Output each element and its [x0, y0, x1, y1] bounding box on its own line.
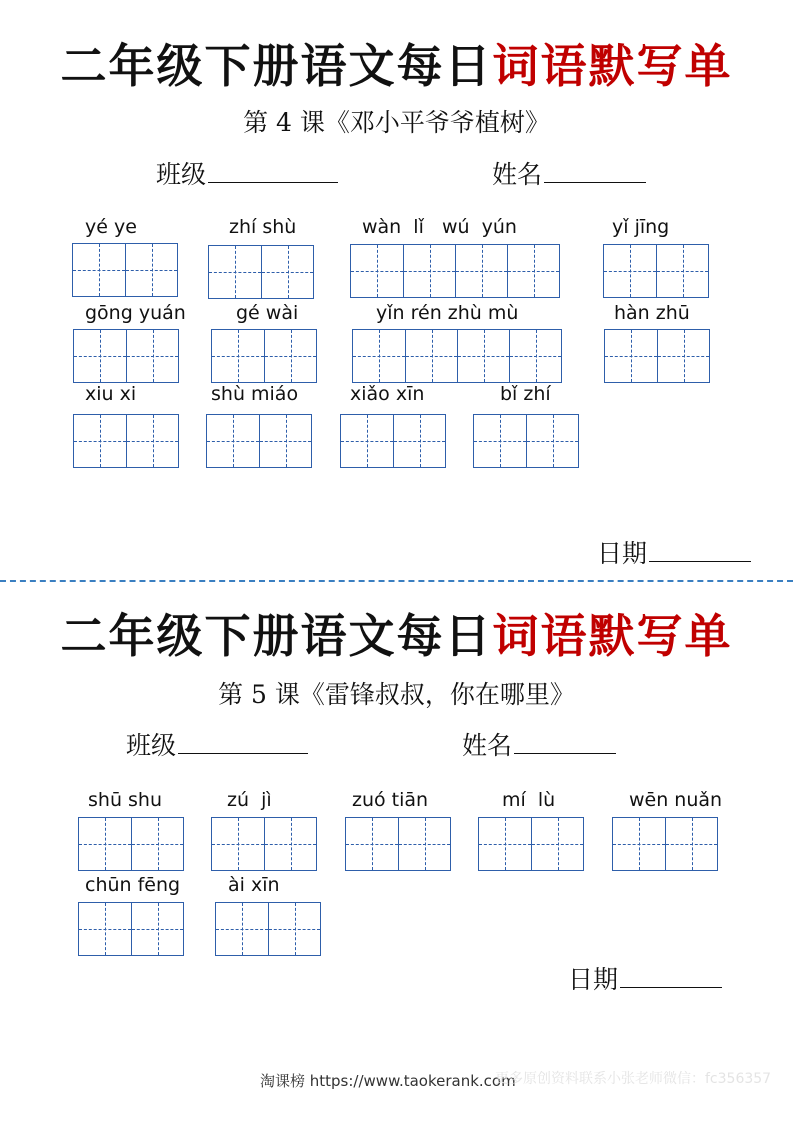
- tianzige-cell[interactable]: [405, 330, 457, 382]
- tianzige-cell[interactable]: [604, 245, 656, 297]
- word-pinyin: shù miáo: [211, 383, 299, 405]
- tianzige-cell[interactable]: [74, 415, 126, 467]
- tianzige-cell[interactable]: [212, 818, 264, 870]
- word-pinyin: hàn zhū: [614, 302, 690, 324]
- tianzige-cell[interactable]: [73, 244, 125, 296]
- worksheet2-name-field: [462, 726, 616, 762]
- writing-grid: [73, 329, 179, 383]
- writing-grid: [352, 329, 562, 383]
- tianzige-cell[interactable]: [216, 903, 268, 955]
- class-label: 班级: [126, 731, 177, 760]
- writing-grid: [215, 902, 321, 956]
- tianzige-cell[interactable]: [212, 330, 264, 382]
- word-pinyin: ài xīn: [228, 874, 280, 896]
- date-blank[interactable]: [620, 963, 722, 988]
- tianzige-cell[interactable]: [665, 818, 717, 870]
- tianzige-cell[interactable]: [531, 818, 583, 870]
- tianzige-cell[interactable]: [457, 330, 509, 382]
- tianzige-cell[interactable]: [341, 415, 393, 467]
- writing-grid: [604, 329, 710, 383]
- tianzige-cell[interactable]: [264, 818, 316, 870]
- tianzige-cell[interactable]: [126, 415, 178, 467]
- writing-grid: [612, 817, 718, 871]
- cut-divider: [0, 580, 793, 582]
- writing-grid: [78, 902, 184, 956]
- tianzige-cell[interactable]: [207, 415, 259, 467]
- word-pinyin: zhí shù: [229, 216, 297, 238]
- tianzige-cell[interactable]: [351, 245, 403, 297]
- date-blank[interactable]: [649, 537, 751, 562]
- worksheet2-subtitle: 第 5 课《雷锋叔叔，你在哪里》: [218, 680, 575, 709]
- tianzige-cell[interactable]: [393, 415, 445, 467]
- writing-grid: [603, 244, 709, 298]
- word-pinyin: mí lù: [502, 789, 556, 811]
- date-label: 日期: [568, 965, 619, 994]
- watermark-text: 更多原创资料联系小张老师微信：fc356357: [495, 1071, 772, 1087]
- title-black: 二年级下册语文每日: [60, 609, 493, 663]
- tianzige-cell[interactable]: [353, 330, 405, 382]
- name-label: 姓名: [462, 731, 513, 760]
- writing-grid: [206, 414, 312, 468]
- word-pinyin: shū shu: [88, 789, 163, 811]
- word-pinyin: yǐ jīng: [612, 216, 670, 238]
- tianzige-cell[interactable]: [403, 245, 455, 297]
- title-black: 二年级下册语文每日: [60, 39, 493, 93]
- tianzige-cell[interactable]: [657, 330, 709, 382]
- tianzige-cell[interactable]: [479, 818, 531, 870]
- tianzige-cell[interactable]: [474, 415, 526, 467]
- tianzige-cell[interactable]: [74, 330, 126, 382]
- name-blank[interactable]: [544, 158, 646, 183]
- tianzige-cell[interactable]: [526, 415, 578, 467]
- word-pinyin: gōng yuán: [85, 302, 186, 324]
- tianzige-cell[interactable]: [509, 330, 561, 382]
- writing-grid: [350, 244, 560, 298]
- worksheet2-class-field: [126, 726, 308, 762]
- tianzige-cell[interactable]: [455, 245, 507, 297]
- tianzige-cell[interactable]: [131, 818, 183, 870]
- tianzige-cell[interactable]: [209, 246, 261, 298]
- word-pinyin: zú jì: [227, 789, 272, 811]
- tianzige-cell[interactable]: [605, 330, 657, 382]
- tianzige-cell[interactable]: [126, 330, 178, 382]
- tianzige-cell[interactable]: [79, 903, 131, 955]
- tianzige-cell[interactable]: [268, 903, 320, 955]
- tianzige-cell[interactable]: [261, 246, 313, 298]
- word-pinyin: chūn fēng: [85, 874, 181, 896]
- date-label: 日期: [597, 539, 648, 568]
- title-red: 词语默写单: [492, 39, 733, 93]
- tianzige-cell[interactable]: [125, 244, 177, 296]
- worksheet1-class-field: [156, 155, 338, 191]
- tianzige-cell[interactable]: [259, 415, 311, 467]
- writing-grid: [78, 817, 184, 871]
- worksheet1-date-field: [597, 534, 751, 570]
- word-pinyin: wàn lǐ wú yún: [362, 216, 517, 238]
- tianzige-cell[interactable]: [613, 818, 665, 870]
- writing-grid: [473, 414, 579, 468]
- word-pinyin: zuó tiān: [352, 789, 429, 811]
- word-pinyin: yé ye: [85, 216, 137, 238]
- word-pinyin: gé wài: [236, 302, 299, 324]
- worksheet1-subtitle: 第 4 课《邓小平爷爷植树》: [243, 108, 550, 137]
- writing-grid: [345, 817, 451, 871]
- writing-grid: [340, 414, 446, 468]
- worksheet2-date-field: [568, 960, 722, 996]
- word-pinyin: xiǎo xīn: [350, 383, 425, 405]
- worksheet1-name-field: [492, 155, 646, 191]
- writing-grid: [478, 817, 584, 871]
- footer-site: 淘课榜 https://www.taokerank.com: [260, 1072, 516, 1090]
- tianzige-cell[interactable]: [398, 818, 450, 870]
- writing-grid: [211, 329, 317, 383]
- writing-grid: [73, 414, 179, 468]
- name-label: 姓名: [492, 160, 543, 189]
- writing-grid: [208, 245, 314, 299]
- tianzige-cell[interactable]: [79, 818, 131, 870]
- tianzige-cell[interactable]: [264, 330, 316, 382]
- writing-grid: [72, 243, 178, 297]
- word-pinyin: xiu xi: [85, 383, 137, 405]
- tianzige-cell[interactable]: [131, 903, 183, 955]
- class-blank[interactable]: [178, 729, 308, 754]
- word-pinyin: wēn nuǎn: [629, 789, 723, 811]
- title-red: 词语默写单: [492, 609, 733, 663]
- worksheet2-title: [0, 600, 793, 666]
- class-blank[interactable]: [208, 158, 338, 183]
- tianzige-cell[interactable]: [346, 818, 398, 870]
- tianzige-cell[interactable]: [507, 245, 559, 297]
- name-blank[interactable]: [514, 729, 616, 754]
- word-pinyin: bǐ zhí: [500, 383, 551, 405]
- tianzige-cell[interactable]: [656, 245, 708, 297]
- writing-grid: [211, 817, 317, 871]
- class-label: 班级: [156, 160, 207, 189]
- worksheet1-title: [0, 30, 793, 96]
- word-pinyin: yǐn rén zhù mù: [376, 302, 519, 324]
